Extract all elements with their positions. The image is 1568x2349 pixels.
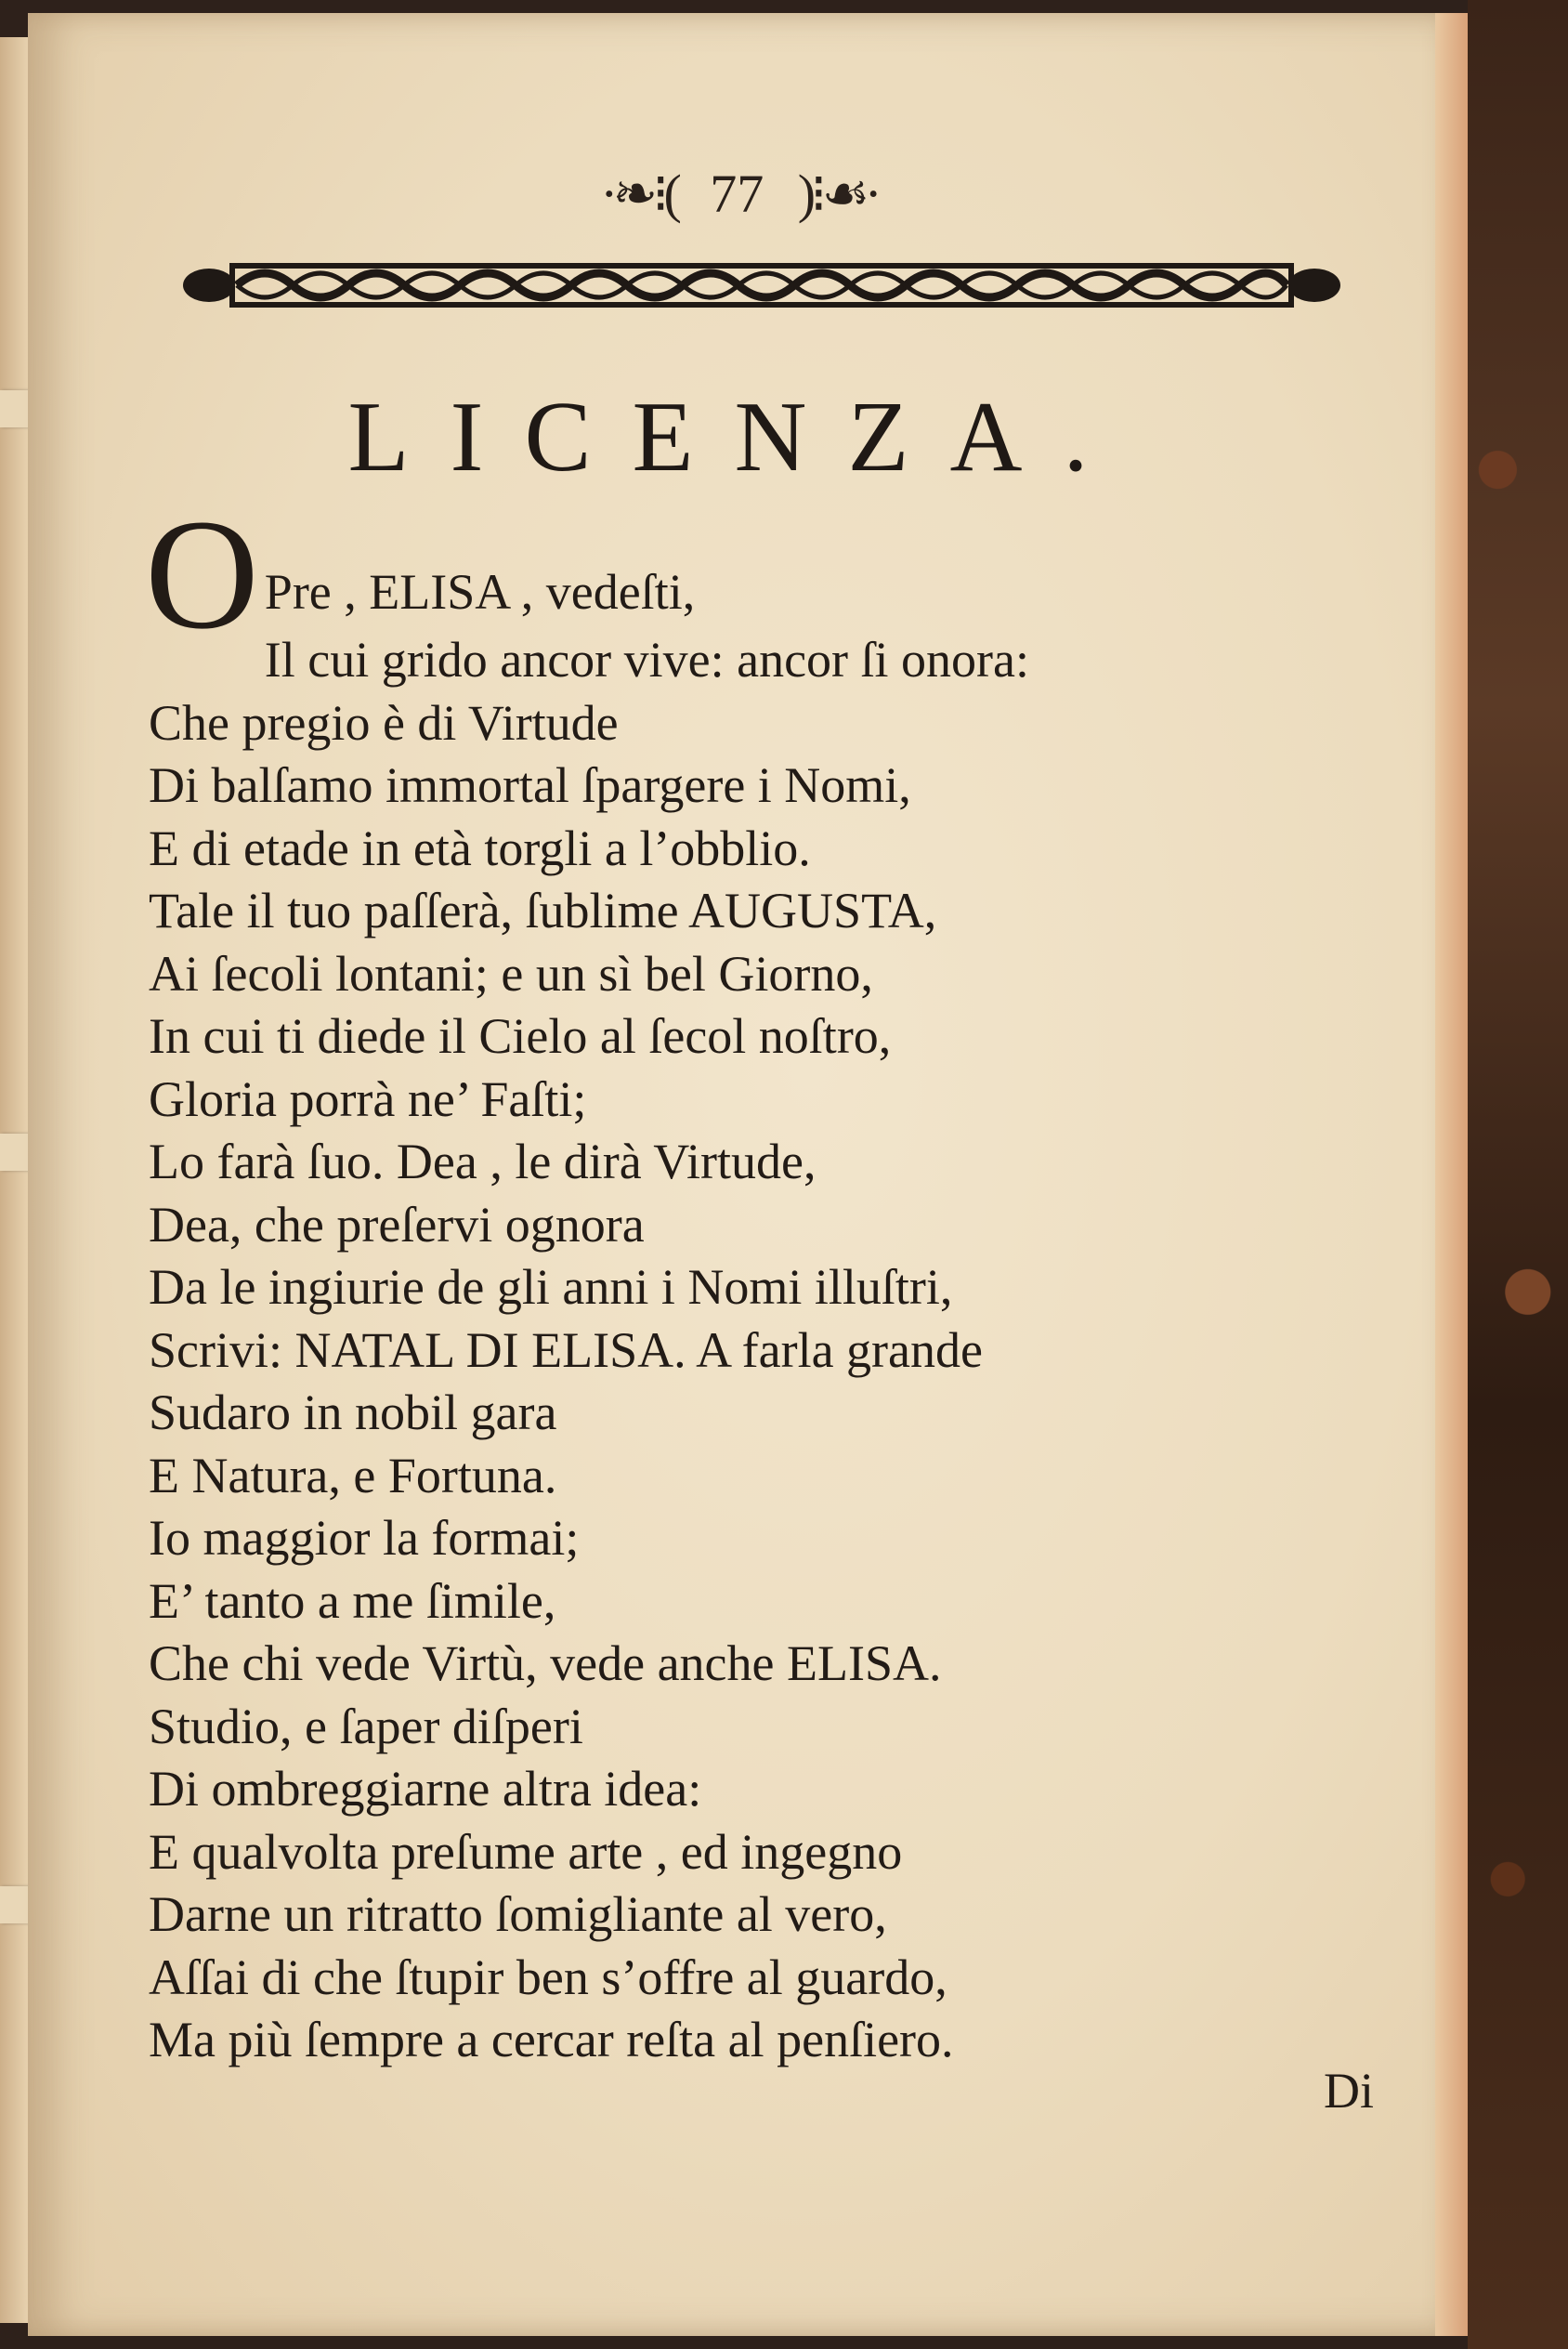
header-ornament-right: )⁝☙·	[797, 164, 877, 224]
poem-line: Di ombreggiarne altra idea:	[149, 1761, 702, 1817]
page-header	[28, 162, 1449, 225]
page-number: 77	[710, 164, 764, 224]
poem-line: Io maggior la formai;	[149, 1510, 580, 1566]
catchword: Di	[1324, 2063, 1374, 2119]
poem-line: Lo farà ſuo. Dea , le dirà Virtude,	[149, 1134, 817, 1189]
poem-line: Aſſai di che ſtupir ben s’offre al guardo,	[149, 1949, 947, 2005]
poem-line: Sudaro in nobil gara	[149, 1384, 557, 1440]
drop-cap: O	[145, 487, 259, 662]
first-line-text: Pre , ELISA , vedeſti,	[264, 564, 696, 620]
poem-line: E Natura, e Fortuna.	[149, 1447, 557, 1503]
poem-line: Gloria porrà ne’ Faſti;	[149, 1070, 587, 1127]
poem-line: Il cui grido ancor vive: ancor ſi onora:	[264, 632, 1029, 688]
decorative-band	[181, 256, 1342, 314]
book-page	[28, 13, 1449, 2336]
poem-line: E’ tanto a me ſimile,	[149, 1572, 556, 1629]
header-ornament-left: ·❧⁝(	[600, 164, 676, 224]
poem-line: Da le ingiurie de gli anni i Nomi illuſtri,	[149, 1259, 953, 1315]
poem-line: Darne un ritratto ſomigliante al vero,	[149, 1886, 887, 1942]
poem-line: In cui ti diede il Cielo al ſecol noſtro,	[149, 1008, 892, 1064]
marbled-cover	[1468, 0, 1568, 2349]
poem-line: Tale il tuo paſſerà, ſublime AUGUSTA,	[149, 883, 937, 938]
poem-line: E qualvolta preſume arte , ed ingegno	[149, 1823, 903, 1880]
poem-line: Di balſamo immortal ſpargere i Nomi,	[149, 757, 911, 813]
poem-line: Che chi vede Virtù, vede anche ELISA.	[149, 1635, 942, 1691]
poem-line: Ma più ſempre a cercar reſta al penſiero.	[149, 2012, 954, 2067]
page-title: LICENZA.	[347, 382, 1130, 492]
poem-line: Che pregio è di Virtude	[149, 694, 619, 751]
poem-text	[145, 487, 1384, 2072]
poem-line: Scrivi: NATAL DI ELISA. A farla grande	[149, 1321, 983, 1378]
poem-line: E di etade in età torgli a l’obblio.	[149, 820, 811, 876]
poem-line: Ai ſecoli lontani; e un sì bel Giorno,	[149, 945, 873, 1002]
poem-line: Studio, e ſaper diſperi	[149, 1698, 583, 1754]
page-edge-right	[1435, 13, 1472, 2336]
poem-line: Dea, che preſervi ognora	[149, 1196, 645, 1253]
